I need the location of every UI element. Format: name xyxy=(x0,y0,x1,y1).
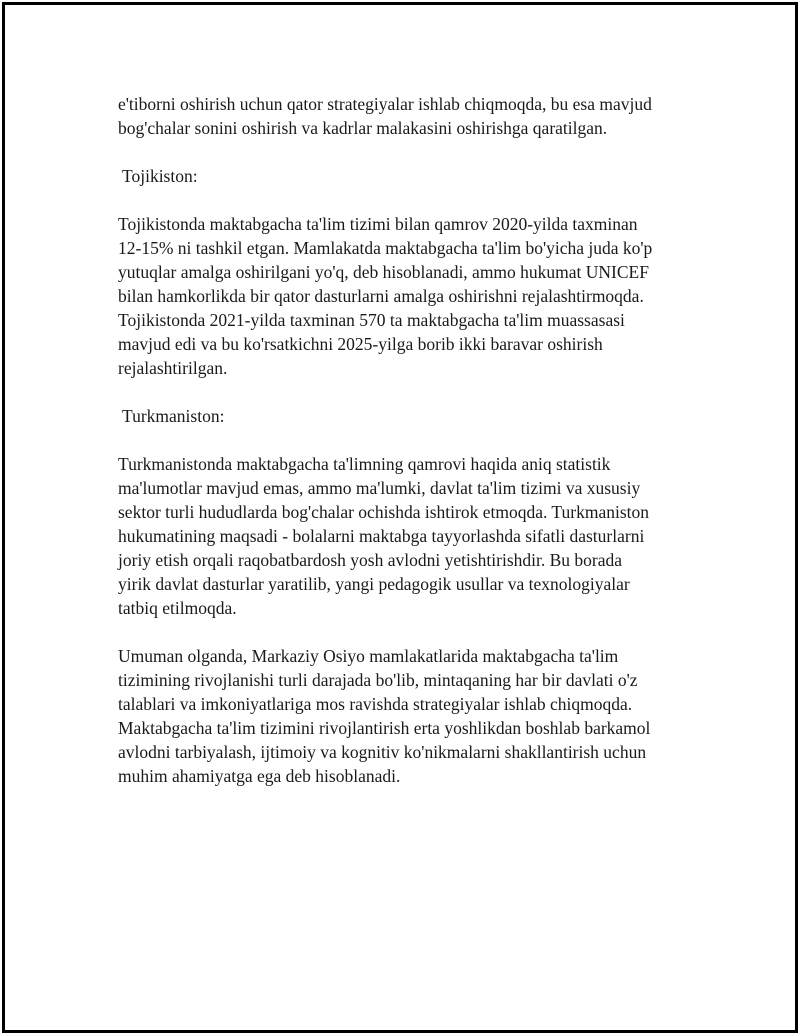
text-line: rejalashtirilgan. xyxy=(118,358,228,378)
text-line: hukumatining maqsadi - bolalarni maktabga tayyorlashda sifatli dasturlarni xyxy=(118,526,645,546)
text-line: Turkmanistonda maktabgacha ta'limning qamrovi haqida aniq statistik xyxy=(118,454,611,474)
conclusion-paragraph xyxy=(118,644,698,788)
text-line: tizimining rivojlanishi turli darajada bo'lib, mintaqaning har bir davlati o'z xyxy=(118,670,638,690)
text-line: yutuqlar amalga oshirilgani yo'q, deb hisoblanadi, ammo hukumat UNICEF xyxy=(118,262,649,282)
heading-text: Tojikiston: xyxy=(122,166,198,186)
intro-paragraph xyxy=(118,92,698,140)
text-line: avlodni tarbiyalash, ijtimoiy va kognitiv ko'nikmalarni shakllantirish uchun xyxy=(118,742,647,762)
section-heading-tajikistan xyxy=(118,164,698,188)
text-line: Tojikistonda 2021-yilda taxminan 570 ta maktabgacha ta'lim muassasasi xyxy=(118,310,625,330)
text-line: bog'chalar sonini oshirish va kadrlar malakasini oshirishga qaratilgan. xyxy=(118,118,608,138)
text-line: Umuman olganda, Markaziy Osiyo mamlakatlarida maktabgacha ta'lim xyxy=(118,646,619,666)
text-line: joriy etish orqali raqobatbardosh yosh avlodni yetishtirishdir. Bu borada xyxy=(118,550,623,570)
text-line: sektor turli hududlarda bog'chalar ochishda ishtirok etmoqda. Turkmaniston xyxy=(118,502,649,522)
text-line: 12-15% ni tashkil etgan. Mamlakatda maktabgacha ta'lim bo'yicha juda ko'p xyxy=(118,238,653,258)
text-line: mavjud edi va bu ko'rsatkichni 2025-yilga borib ikki baravar oshirish xyxy=(118,334,603,354)
text-line: muhim ahamiyatga ega deb hisoblanadi. xyxy=(118,766,401,786)
text-line: Maktabgacha ta'lim tizimini rivojlantirish erta yoshlikdan boshlab barkamol xyxy=(118,718,651,738)
section-heading-turkmenistan xyxy=(118,404,698,428)
text-line: bilan hamkorlikda bir qator dasturlarni amalga oshirishni rejalashtirmoqda. xyxy=(118,286,644,306)
heading-text: Turkmaniston: xyxy=(122,406,225,426)
turkmenistan-paragraph xyxy=(118,452,698,620)
text-line: e'tiborni oshirish uchun qator strategiyalar ishlab chiqmoqda, bu esa mavjud xyxy=(118,94,652,114)
text-line: yirik davlat dasturlar yaratilib, yangi pedagogik usullar va texnologiyalar xyxy=(118,574,630,594)
text-line: tatbiq etilmoqda. xyxy=(118,598,237,618)
text-line: Tojikistonda maktabgacha ta'lim tizimi bilan qamrov 2020-yilda taxminan xyxy=(118,214,638,234)
text-line: talablari va imkoniyatlariga mos ravishda strategiyalar ishlab chiqmoqda. xyxy=(118,694,633,714)
tajikistan-paragraph xyxy=(118,212,698,380)
document-body xyxy=(118,92,698,812)
text-line: ma'lumotlar mavjud emas, ammo ma'lumki, davlat ta'lim tizimi va xususiy xyxy=(118,478,641,498)
